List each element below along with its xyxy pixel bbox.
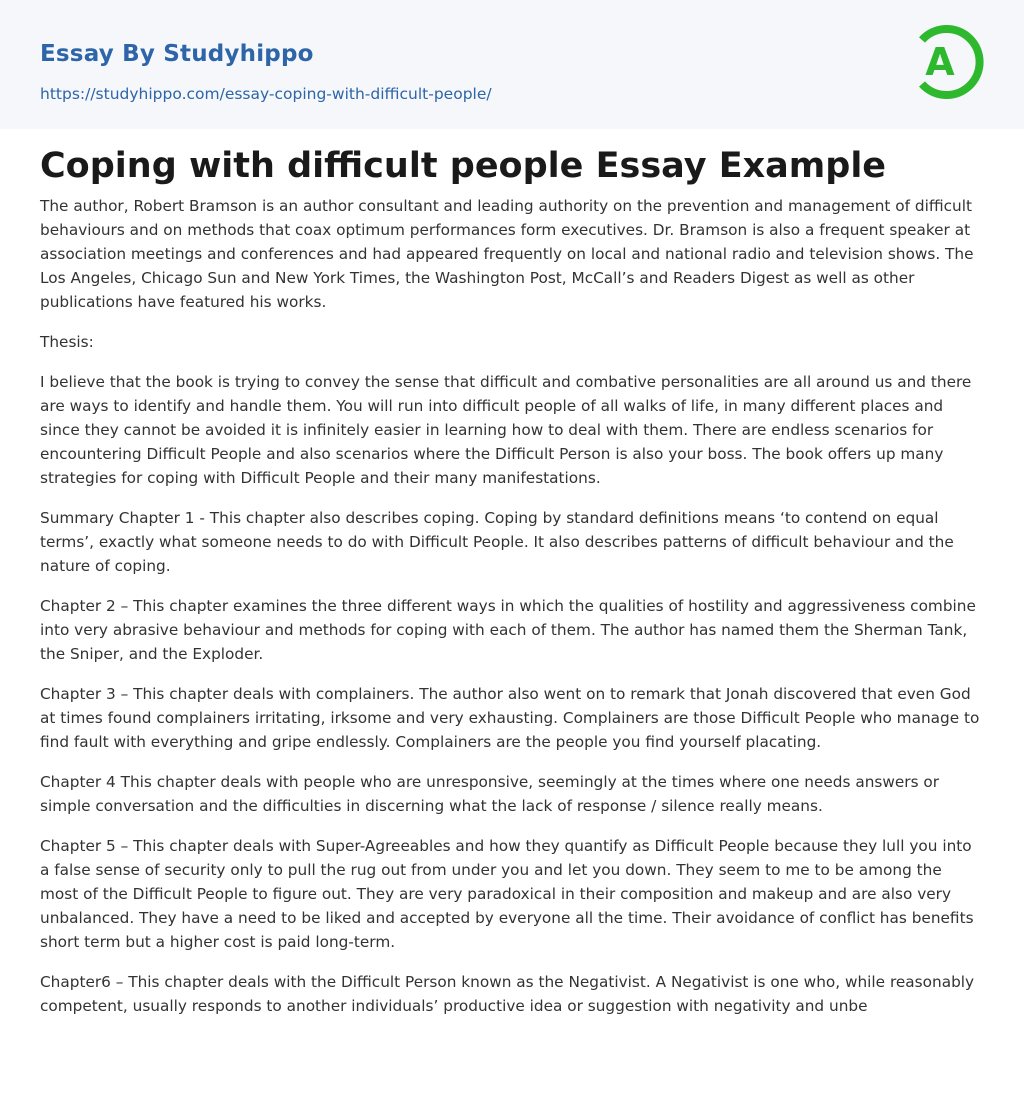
page-title: Coping with difficult people Essay Example bbox=[40, 146, 887, 186]
paragraph-intro: The author, Robert Bramson is an author consultant and leading authority on the prevention and management of difficult behaviours and on methods that coax optimum performances form executives. Dr. Bramson is also a frequent speaker at association meetings and conferences and had appeared frequently on local and national radio and television shows. The Los Angeles, Chicago Sun and New York Times, the Washington Post, McCall’s and Readers Digest as well as other publications have featured his works. bbox=[40, 197, 974, 311]
paragraph-chapter-5: Chapter 5 – This chapter deals with Super-Agreeables and how they quantify as Difficult People because they lull you into a false sense of security only to pull the rug out from under you and let you down. They seem to me to be among the most of the Difficult People to figure out. They are very paradoxical in their composition and makeup and are also very unbalanced. They have a need to be liked and accepted by everyone all the time. Their avoidance of conflict has benefits short term but a higher cost is paid long-term. bbox=[40, 837, 974, 951]
logo-letter: A bbox=[925, 40, 955, 84]
paragraph-chapter-1: Summary Chapter 1 - This chapter also describes coping. Coping by standard definitions means ‘to contend on equal terms’, exactly what someone needs to do with Difficult People. It also describes patterns of difficult behaviour and the nature of coping. bbox=[40, 509, 954, 575]
paragraph-chapter-2: Chapter 2 – This chapter examines the three different ways in which the qualities of hostility and aggressiveness combine into very abrasive behaviour and methods for coping with each of them. The author has named them the Sherman Tank, the Sniper, and the Exploder. bbox=[40, 597, 976, 663]
paragraph-chapter-6: Chapter6 – This chapter deals with the Difficult Person known as the Negativist. A Negativist is one who, while reasonably competent, usually responds to another individuals’ productive idea or suggestion with negativity and unbe bbox=[40, 973, 975, 1015]
paragraph-thesis: I believe that the book is trying to convey the sense that difficult and combative personalities are all around us and there are ways to identify and handle them. You will run into difficult people of all walks of life, in many different places and since they cannot be avoided it is infinitely easier in learning how to deal with them. There are endless scenarios for encountering Difficult People and also scenarios where the Difficult Person is also your boss. The book offers up many strategies for coping with Difficult People and their many manifestations. bbox=[40, 373, 972, 487]
studyhippo-logo-icon[interactable] bbox=[910, 18, 988, 106]
page-header bbox=[0, 0, 1024, 129]
site-brand[interactable]: Essay By Studyhippo bbox=[40, 41, 314, 67]
paragraph-chapter-3: Chapter 3 – This chapter deals with complainers. The author also went on to remark that Jonah discovered that even God at times found complainers irritating, irksome and very exhausting. Complainers are those Difficult People who manage to find fault with everything and gripe endlessly. Complainers are the people you find yourself placating. bbox=[40, 685, 980, 751]
paragraph-chapter-4: Chapter 4 This chapter deals with people who are unresponsive, seemingly at the times where one needs answers or simple conversation and the difficulties in discerning what the lack of response / silence really means. bbox=[40, 773, 940, 815]
essay-url-link[interactable]: https://studyhippo.com/essay-coping-with-difficult-people/ bbox=[40, 85, 492, 103]
essay-body bbox=[40, 194, 984, 1034]
paragraph-thesis-label: Thesis: bbox=[40, 333, 94, 351]
